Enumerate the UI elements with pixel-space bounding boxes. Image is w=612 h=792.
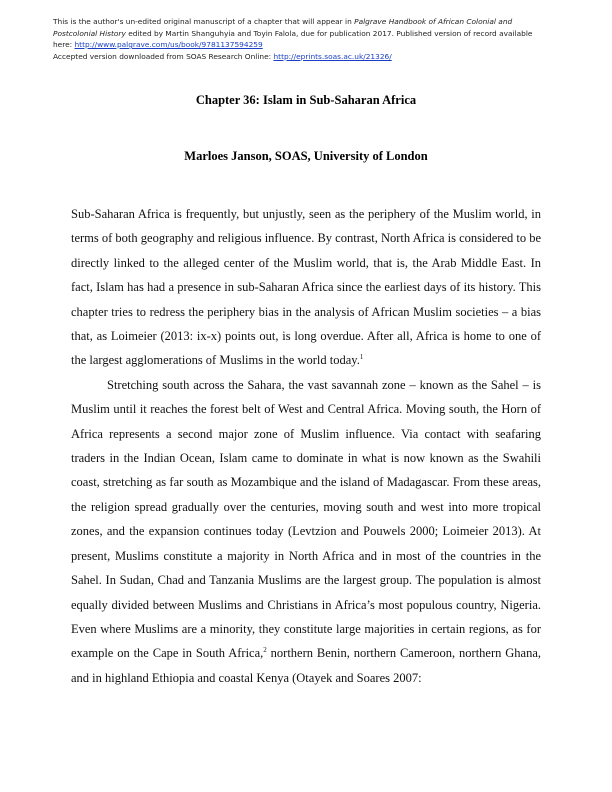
footnote-ref-2[interactable]: 2 xyxy=(263,646,267,655)
paragraph-1 xyxy=(71,202,541,373)
publisher-link[interactable]: http://www.palgrave.com/us/book/9781137594259 xyxy=(74,40,263,49)
paragraph-2-text: Stretching south across the Sahara, the vast savannah zone – known as the Sahel – is Muslim until it reaches the forest belt of West and Central Africa. Moving south, the Horn of Africa represents a second major zone of Muslim influence. Via contact with seafaring traders in the Indian Ocean, Islam came to dominate in what is now known as the Swahili coast, stretching as far south as Mozambique and the island of Madagascar. From these areas, the religion spread gradually over the centuries, moving south and west into more tropical zones, and the expansion continues today (Levtzion and Pouwels 2000; Loimeier 2013). At present, Muslims constitute a majority in North Africa and in most of the countries in the Sahel. In Sudan, Chad and Tanzania Muslims are the largest group. The population is almost equally divided between Muslims and Christians in Africa’s most populous country, Nigeria. Even where Muslims are a minority, they constitute large majorities in certain regions, as for example on the Cape in South Africa, xyxy=(71,377,541,661)
book-title-part2: Postcolonial History xyxy=(53,28,126,38)
author-affiliation: Marloes Janson, SOAS, University of London xyxy=(184,149,428,163)
notice-text-continued: edited by Martin Shanguhyia and Toyin Falola, due for publication 2017. Published version of record available here: xyxy=(53,28,533,49)
notice-text: This is the author's un-edited original manuscript of a chapter that will appear in xyxy=(53,17,355,26)
paragraph-1-text: Sub-Saharan Africa is frequently, but unjustly, seen as the periphery of the Muslim world, in terms of both geography and religious influence. By contrast, North Africa is considered to be directly linked to the alleged center of the Muslim world, that is, the Arab Middle East. In fact, Islam has had a presence in sub-Saharan Africa since the earliest days of its history. This chapter tries to redress the periphery bias in the analysis of African Muslim societies – a bias that, as Loimeier (2013: ix-x) points out, is long overdue. After all, Africa is home to one of the largest agglomerations of Muslims in the world today. xyxy=(71,207,542,368)
manuscript-notice xyxy=(53,16,553,62)
footnote-ref-1[interactable]: 1 xyxy=(359,353,364,362)
book-title-part1: Palgrave Handbook of African Colonial and xyxy=(354,17,513,26)
paragraph-2-text-continued: northern Benin, northern Cameroon, northern Ghana, and in highland Ethiopia and coastal Kenya (Otayek and Soares 2007: xyxy=(71,646,541,685)
soas-eprints-link[interactable]: http://eprints.soas.ac.uk/21326/ xyxy=(273,51,392,61)
paragraph-2 xyxy=(71,373,541,690)
accepted-version-label: Accepted version downloaded from SOAS Research Online: xyxy=(53,51,274,61)
body-text xyxy=(71,202,541,690)
chapter-title: Chapter 36: Islam in Sub-Saharan Africa xyxy=(195,93,417,107)
